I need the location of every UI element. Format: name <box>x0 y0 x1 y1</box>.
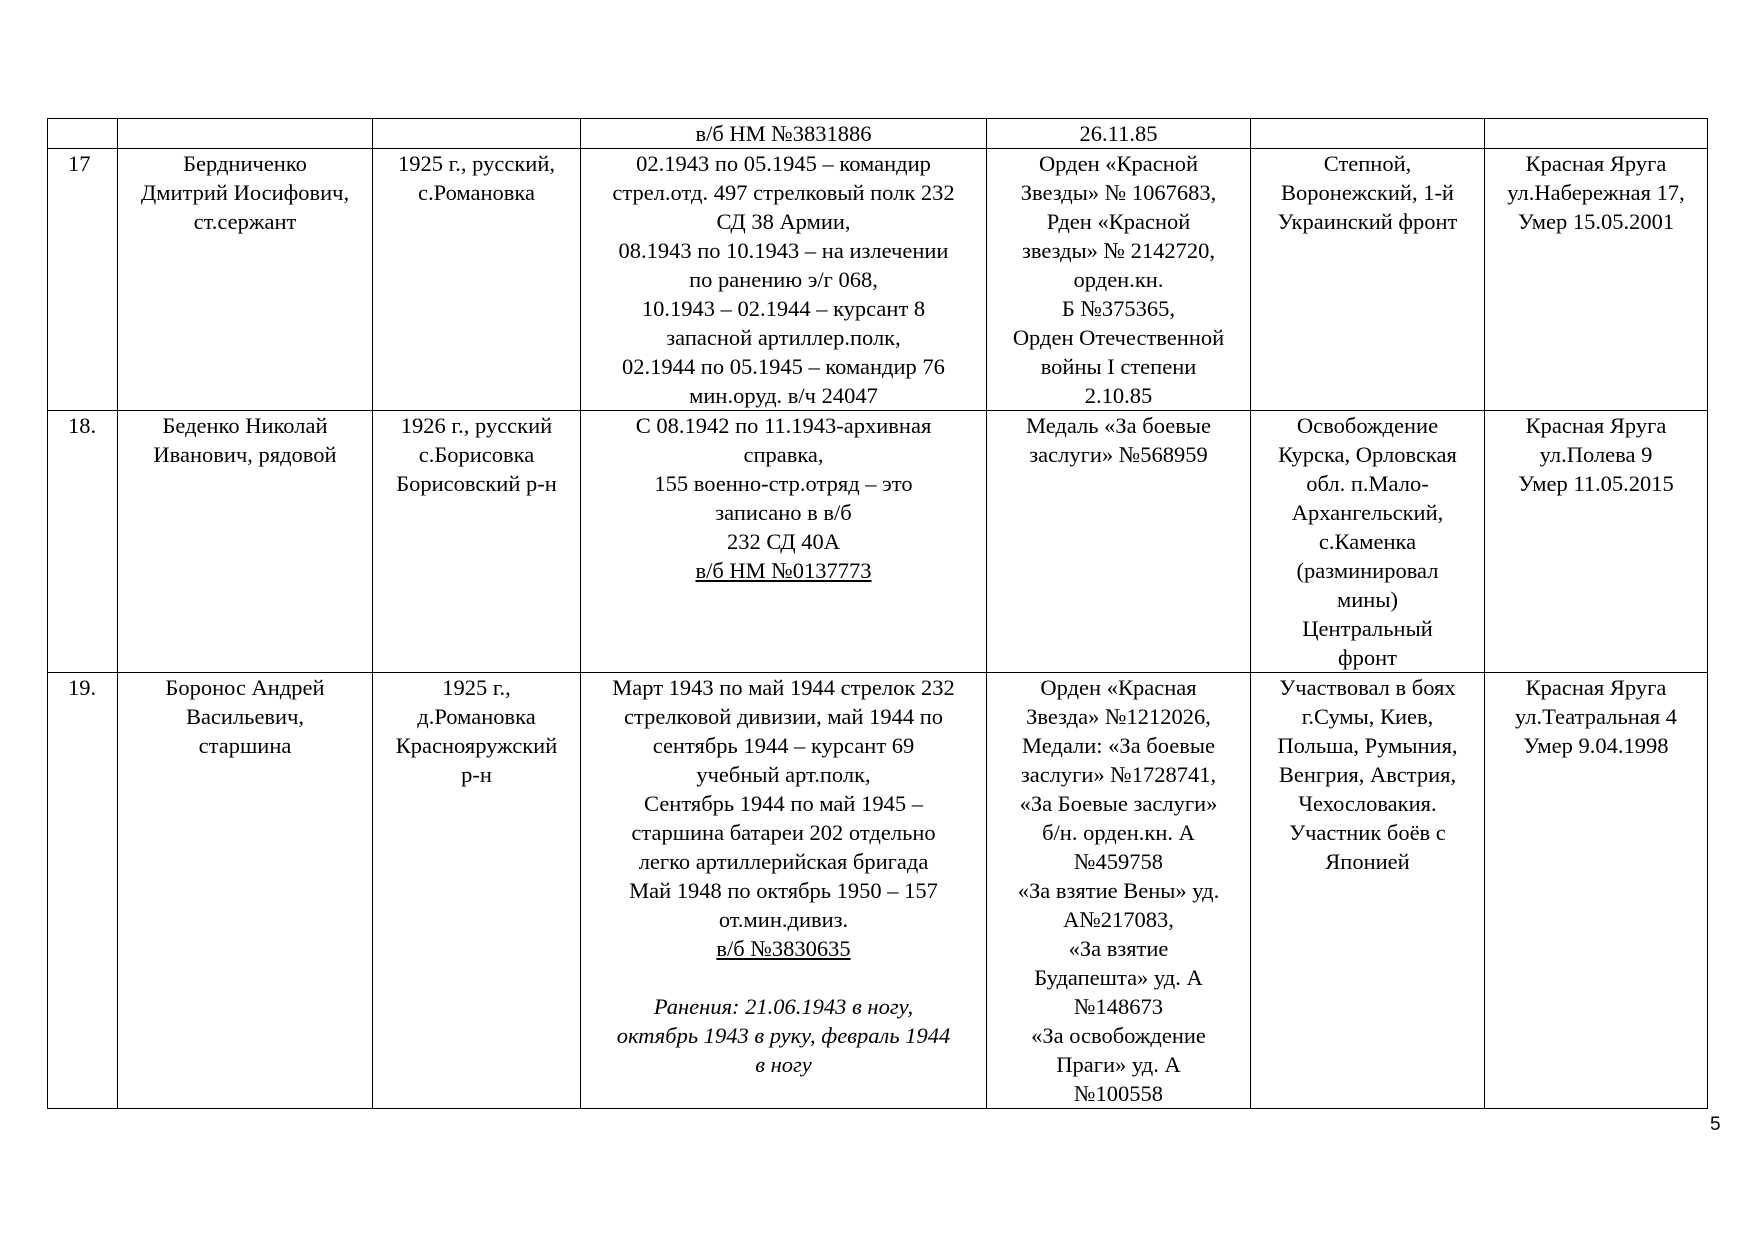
cell-line: звезды» № 2142720, <box>1021 238 1216 263</box>
cell-line: в/б №3830635 <box>716 936 851 961</box>
cell-line: в/б НМ №3831886 <box>695 121 872 146</box>
cell-line: Ранения: 21.06.1943 в ногу, <box>653 994 914 1019</box>
cell-line: Красная Яруга <box>1525 151 1667 176</box>
cell-line: Умер 15.05.2001 <box>1517 209 1675 234</box>
cell-line: Борисовский р-н <box>396 471 557 496</box>
cell-line: старшина батареи 202 отдельно <box>631 820 936 845</box>
cell-line: ул.Театральная 4 <box>1515 704 1677 729</box>
service-record-cell <box>581 119 987 149</box>
residence-cell <box>1485 673 1708 1109</box>
cell-line: ст.сержант <box>193 209 297 234</box>
birth-nationality-cell <box>373 149 581 411</box>
cell-line: №459758 <box>1074 849 1163 874</box>
fronts-battles-cell <box>1251 673 1485 1109</box>
cell-line: Японией <box>1325 849 1410 874</box>
cell-line: (разминировал <box>1296 558 1439 583</box>
cell-line: Васильевич, <box>185 704 305 729</box>
cell-line: справка, <box>743 442 824 467</box>
cell-line: с.Борисовка <box>418 442 535 467</box>
cell-line: ул.Набережная 17, <box>1507 180 1685 205</box>
table-row <box>48 119 1708 149</box>
cell-line: 232 СД 40А <box>727 529 840 554</box>
service-record-cell <box>581 149 987 411</box>
cell-line: Медали: «За боевые <box>1022 733 1215 758</box>
cell-line: Бердниченко <box>183 151 307 176</box>
cell-line: А№217083, <box>1063 907 1174 932</box>
residence-cell <box>1485 411 1708 673</box>
cell-line: Венгрия, Австрия, <box>1278 762 1457 787</box>
awards-cell <box>987 149 1251 411</box>
awards-cell <box>987 411 1251 673</box>
residence-cell <box>1485 119 1708 149</box>
cell-line: фронт <box>1338 645 1397 670</box>
cell-line: №148673 <box>1074 994 1163 1019</box>
birth-nationality-cell <box>373 673 581 1109</box>
cell-line: Курска, Орловская <box>1278 442 1457 467</box>
cell-line: С 08.1942 по 11.1943-архивная <box>635 413 932 438</box>
table-row <box>48 673 1708 1109</box>
cell-line: стрелковой дивизии, май 1944 по <box>623 704 943 729</box>
cell-line: Сентябрь 1944 по май 1945 – <box>644 791 923 816</box>
cell-line: Архангельский, <box>1291 500 1444 525</box>
cell-line: Будапешта» уд. А <box>1034 965 1203 990</box>
cell-line: Б №375365, <box>1061 296 1176 321</box>
name-rank-cell <box>118 119 373 149</box>
cell-line: с.Каменка <box>1318 529 1417 554</box>
cell-line: Май 1948 по октябрь 1950 – 157 <box>629 878 938 903</box>
cell-line: Умер 9.04.1998 <box>1523 733 1669 758</box>
cell-line: обл. п.Мало- <box>1306 471 1429 496</box>
cell-line: Чехословакия. <box>1298 791 1437 816</box>
table-row <box>48 411 1708 673</box>
cell-line: учебный арт.полк, <box>696 762 871 787</box>
cell-line: в ногу <box>755 1052 812 1077</box>
cell-line: войны I степени <box>1040 354 1197 379</box>
cell-line: «За взятие Вены» уд. <box>1017 878 1220 903</box>
cell-line: с.Романовка <box>418 180 535 205</box>
row-number-cell: 19. <box>48 673 118 1109</box>
cell-line: г.Сумы, Киев, <box>1301 704 1434 729</box>
cell-line: «За взятие <box>1068 936 1169 961</box>
cell-line: запасной артиллер.полк, <box>666 325 901 350</box>
cell-line: «За освобождение <box>1031 1023 1206 1048</box>
cell-line: Звезда» №1212026, <box>1026 704 1211 729</box>
cell-line <box>585 963 982 992</box>
cell-line: октябрь 1943 в руку, февраль 1944 <box>616 1023 951 1048</box>
cell-line: Участвовал в боях <box>1279 675 1456 700</box>
cell-line: заслуги» №568959 <box>1029 442 1208 467</box>
cell-line: Участник боёв с <box>1289 820 1446 845</box>
cell-line: по ранению э/г 068, <box>689 267 878 292</box>
cell-line: Звезды» № 1067683, <box>1020 180 1217 205</box>
cell-line: «За Боевые заслуги» <box>1019 791 1218 816</box>
cell-line: 02.1944 по 05.1945 – командир 76 <box>622 354 945 379</box>
cell-line: Орден «Красной <box>1038 151 1199 176</box>
cell-line: 1925 г., русский, <box>397 151 555 176</box>
cell-line: б/н. орден.кн. А <box>1042 820 1195 845</box>
cell-line: Дмитрий Иосифович, <box>140 180 350 205</box>
row-number-cell: 18. <box>48 411 118 673</box>
cell-line: Иванович, рядовой <box>153 442 337 467</box>
cell-line: 08.1943 по 10.1943 – на излечении <box>618 238 949 263</box>
cell-line: 26.11.85 <box>1079 121 1158 146</box>
cell-line: ул.Полева 9 <box>1539 442 1653 467</box>
cell-line: 10.1943 – 02.1944 – курсант 8 <box>641 296 926 321</box>
cell-line: Украинский фронт <box>1277 209 1458 234</box>
cell-line: в/б НМ №0137773 <box>695 558 872 583</box>
awards-cell <box>987 673 1251 1109</box>
name-rank-cell <box>118 411 373 673</box>
cell-line: д.Романовка <box>417 704 536 729</box>
cell-line: 1925 г., <box>442 675 511 700</box>
cell-line: легко артиллерийская бригада <box>638 849 929 874</box>
cell-line: Красная Яруга <box>1525 413 1667 438</box>
cell-line: Рден «Красной <box>1046 209 1191 234</box>
cell-line: Орден «Красная <box>1040 675 1197 700</box>
cell-line: сентябрь 1944 – курсант 69 <box>652 733 915 758</box>
cell-line: СД 38 Армии, <box>716 209 851 234</box>
table-row <box>48 149 1708 411</box>
fronts-battles-cell <box>1251 149 1485 411</box>
cell-line: 02.1943 по 05.1945 – командир <box>636 151 931 176</box>
cell-line: Умер 11.05.2015 <box>1518 471 1674 496</box>
cell-line: Праги» уд. А <box>1056 1052 1181 1077</box>
cell-line: записано в в/б <box>715 500 852 525</box>
cell-line: орден.кн. <box>1073 267 1164 292</box>
cell-line: Воронежский, 1-й <box>1281 180 1454 205</box>
row-number-cell: 17 <box>48 149 118 411</box>
residence-cell <box>1485 149 1708 411</box>
cell-line: Красная Яруга <box>1525 675 1667 700</box>
cell-line: мины) <box>1337 587 1398 612</box>
cell-line: Освобождение <box>1296 413 1439 438</box>
name-rank-cell <box>118 673 373 1109</box>
cell-line: Степной, <box>1323 151 1412 176</box>
cell-line: Краснояружский <box>395 733 558 758</box>
service-record-cell <box>581 673 987 1109</box>
cell-line: №100558 <box>1074 1081 1163 1106</box>
cell-line: от.мин.дивиз. <box>718 907 849 932</box>
veterans-table <box>47 118 1708 1109</box>
cell-line: Орден Отечественной <box>1012 325 1225 350</box>
cell-line: Беденко Николай <box>162 413 328 438</box>
cell-line: заслуги» №1728741, <box>1020 762 1217 787</box>
cell-line: Центральный <box>1302 616 1433 641</box>
fronts-battles-cell <box>1251 119 1485 149</box>
cell-line: мин.оруд. в/ч 24047 <box>689 383 878 408</box>
cell-line: Боронос Андрей <box>165 675 325 700</box>
name-rank-cell <box>118 149 373 411</box>
cell-line: 155 военно-стр.отряд – это <box>654 471 913 496</box>
row-number-cell <box>48 119 118 149</box>
service-record-cell <box>581 411 987 673</box>
cell-line: Польша, Румыния, <box>1277 733 1458 758</box>
cell-line: Медаль «За боевые <box>1026 413 1211 438</box>
cell-line: р-н <box>461 762 492 787</box>
cell-line: 2.10.85 <box>1084 383 1153 408</box>
cell-line: 1926 г., русский <box>400 413 553 438</box>
birth-nationality-cell <box>373 119 581 149</box>
fronts-battles-cell <box>1251 411 1485 673</box>
page-number: 5 <box>1710 1114 1721 1135</box>
cell-line: старшина <box>198 733 292 758</box>
awards-cell <box>987 119 1251 149</box>
birth-nationality-cell <box>373 411 581 673</box>
cell-line: стрел.отд. 497 стрелковый полк 232 <box>612 180 955 205</box>
cell-line: Март 1943 по май 1944 стрелок 232 <box>612 675 955 700</box>
